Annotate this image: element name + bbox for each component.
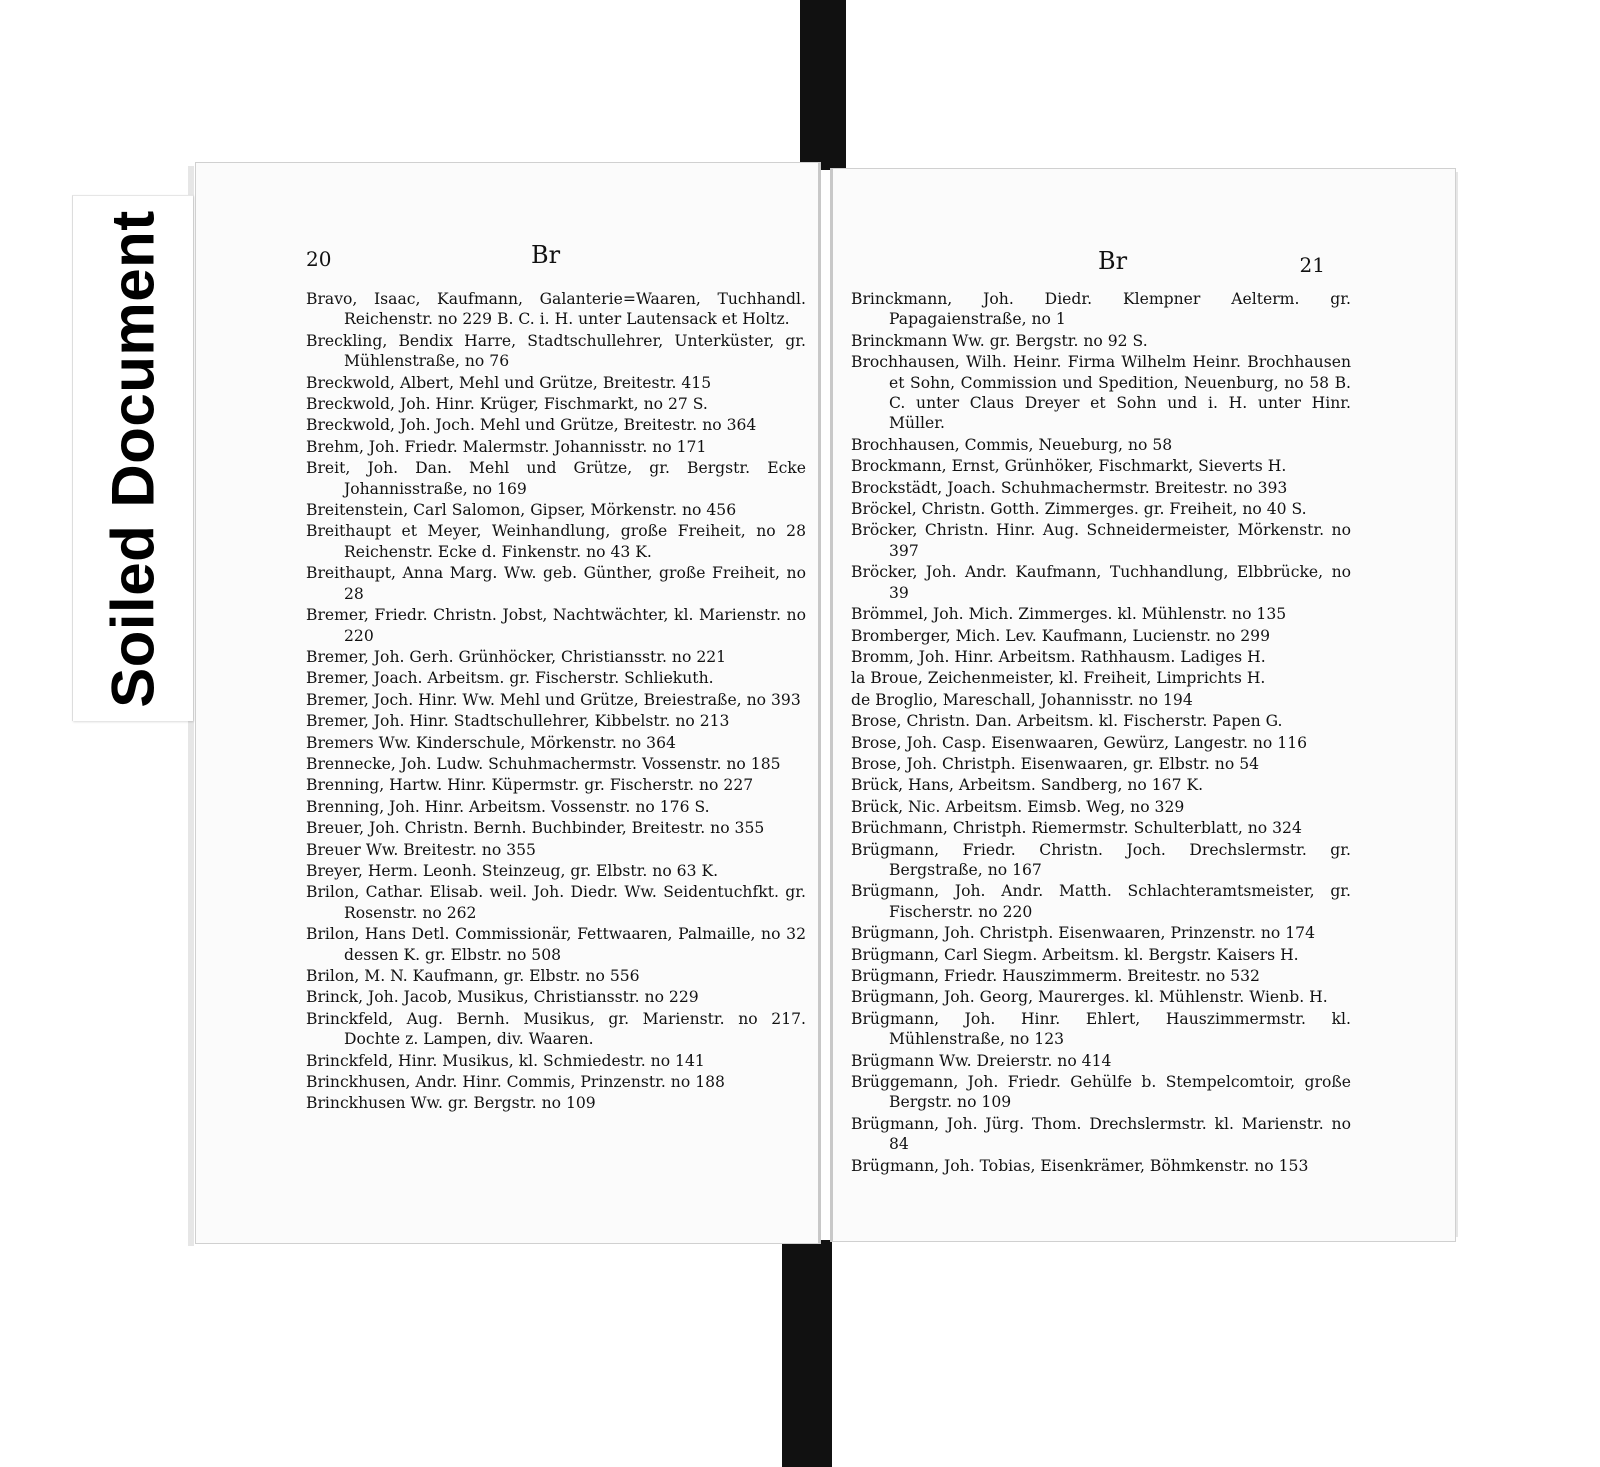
directory-entry: Bremer, Joh. Hinr. Stadtschullehrer, Kibbelstr. no 213 bbox=[306, 712, 730, 731]
right-page bbox=[830, 168, 1456, 1242]
directory-entry: Bröcker, Christn. Hinr. Aug. Schneidermeister, Mörkenstr. no 397 bbox=[851, 521, 1351, 560]
directory-entry: Bremer, Joh. Gerh. Grünhöcker, Christiansstr. no 221 bbox=[306, 647, 727, 666]
directory-entry: Brenning, Hartw. Hinr. Küpermstr. gr. Fischerstr. no 227 bbox=[306, 776, 754, 795]
directory-entry: Breckwold, Albert, Mehl und Grütze, Breitestr. 415 bbox=[306, 373, 712, 392]
directory-entry: Brück, Nic. Arbeitsm. Eimsb. Weg, no 329 bbox=[851, 797, 1185, 816]
directory-entry: Brose, Christn. Dan. Arbeitsm. kl. Fischerstr. Papen G. bbox=[851, 712, 1283, 731]
directory-entry: Bremer, Joach. Arbeitsm. gr. Fischerstr. Schliekuth. bbox=[306, 669, 714, 688]
directory-entry: Brügmann, Carl Siegm. Arbeitsm. kl. Bergstr. Kaisers H. bbox=[851, 945, 1299, 964]
directory-entry: Bromberger, Mich. Lev. Kaufmann, Lucienstr. no 299 bbox=[851, 626, 1271, 645]
right-page-letter-heading: Br bbox=[1098, 247, 1128, 275]
directory-entry: Brömmel, Joh. Mich. Zimmerges. kl. Mühlenstr. no 135 bbox=[851, 605, 1287, 624]
directory-entry: Brockstädt, Joach. Schuhmachermstr. Breitestr. no 393 bbox=[851, 478, 1288, 497]
left-page-header bbox=[196, 243, 818, 273]
directory-entry: Brinckhusen Ww. gr. Bergstr. no 109 bbox=[306, 1094, 596, 1113]
directory-entry: Brügmann, Joh. Andr. Matth. Schlachteramtsmeister, gr. Fischerstr. no 220 bbox=[851, 882, 1351, 921]
left-page-letter-heading: Br bbox=[531, 241, 561, 269]
directory-entry: Breuer Ww. Breitestr. no 355 bbox=[306, 840, 536, 859]
directory-entry: Brochhausen, Wilh. Heinr. Firma Wilhelm Heinr. Brochhausen et Sohn, Commission und Spedition, Neuenburg, no 58 B. C. unter Claus Dreyer et Sohn und i. H. unter Hinr. Müller. bbox=[851, 353, 1351, 433]
directory-entry: Brinckmann Ww. gr. Bergstr. no 92 S. bbox=[851, 331, 1148, 350]
directory-entry: Brinckmann, Joh. Diedr. Klempner Aelterm. gr. Papagaienstraße, no 1 bbox=[851, 290, 1351, 329]
soiled-document-label-text: Soiled Document bbox=[99, 209, 167, 708]
directory-entry: Bremers Ww. Kinderschule, Mörkenstr. no 364 bbox=[306, 733, 676, 752]
book-spine-top bbox=[800, 0, 846, 170]
directory-entry: Breithaupt, Anna Marg. Ww. geb. Günther, große Freiheit, no 28 bbox=[306, 564, 806, 603]
directory-entry: Brinckfeld, Hinr. Musikus, kl. Schmiedestr. no 141 bbox=[306, 1051, 705, 1070]
directory-entry: Bromm, Joh. Hinr. Arbeitsm. Rathhausm. Ladiges H. bbox=[851, 647, 1266, 666]
directory-entry: Brose, Joh. Casp. Eisenwaaren, Gewürz, Langestr. no 116 bbox=[851, 733, 1308, 752]
right-page-number: 21 bbox=[1299, 253, 1325, 277]
directory-entry: Brügmann, Joh. Christph. Eisenwaaren, Prinzenstr. no 174 bbox=[851, 924, 1316, 943]
directory-entry: Brinckfeld, Aug. Bernh. Musikus, gr. Marienstr. no 217. Dochte z. Lampen, div. Waaren. bbox=[306, 1009, 806, 1049]
directory-entry: Brinckhusen, Andr. Hinr. Commis, Prinzenstr. no 188 bbox=[306, 1073, 725, 1092]
directory-entry: Brügmann Ww. Dreierstr. no 414 bbox=[851, 1051, 1112, 1070]
directory-entry: Brüggemann, Joh. Friedr. Gehülfe b. Stempelcomtoir, große Bergstr. no 109 bbox=[851, 1073, 1351, 1112]
left-page-number: 20 bbox=[306, 247, 332, 271]
directory-entry: Brügmann, Joh. Tobias, Eisenkrämer, Böhmkenstr. no 153 bbox=[851, 1156, 1309, 1175]
directory-entry: Brochhausen, Commis, Neueburg, no 58 bbox=[851, 435, 1173, 454]
directory-entry: Breuer, Joh. Christn. Bernh. Buchbinder, Breitestr. no 355 bbox=[306, 819, 765, 838]
directory-entry: Brügmann, Joh. Hinr. Ehlert, Hauszimmermstr. kl. Mühlenstraße, no 123 bbox=[851, 1009, 1351, 1049]
directory-entry: Brilon, M. N. Kaufmann, gr. Elbstr. no 556 bbox=[306, 967, 640, 985]
book-spine-bottom bbox=[782, 1240, 832, 1467]
directory-entry: Brügmann, Joh. Jürg. Thom. Drechslermstr. kl. Marienstr. no 84 bbox=[851, 1114, 1351, 1154]
directory-entry: Brügmann, Joh. Georg, Maurerges. kl. Mühlenstr. Wienb. H. bbox=[851, 988, 1328, 1007]
directory-entry: Bröcker, Joh. Andr. Kaufmann, Tuchhandlung, Elbbrücke, no 39 bbox=[851, 563, 1351, 602]
left-page-entries bbox=[306, 289, 806, 1115]
directory-entry: Breyer, Herm. Leonh. Steinzeug, gr. Elbstr. no 63 K. bbox=[306, 861, 719, 880]
directory-entry: Breckwold, Joh. Joch. Mehl und Grütze, Breitestr. no 364 bbox=[306, 416, 757, 435]
directory-entry: Bröckel, Christn. Gotth. Zimmerges. gr. Freiheit, no 40 S. bbox=[851, 500, 1307, 519]
directory-entry: Brose, Joh. Christph. Eisenwaaren, gr. Elbstr. no 54 bbox=[851, 754, 1260, 773]
directory-entry: Breithaupt et Meyer, Weinhandlung, große Freiheit, no 28 Reichenstr. Ecke d. Finkenstr. no 43 K. bbox=[306, 522, 806, 561]
right-page-entries bbox=[851, 289, 1351, 1177]
directory-entry: Brügmann, Friedr. Christn. Joch. Drechslermstr. gr. Bergstraße, no 167 bbox=[851, 840, 1351, 879]
directory-entry: Brockmann, Ernst, Grünhöker, Fischmarkt, Sieverts H. bbox=[851, 457, 1287, 476]
directory-entry: Breckwold, Joh. Hinr. Krüger, Fischmarkt, no 27 S. bbox=[306, 395, 708, 414]
directory-entry: Brenning, Joh. Hinr. Arbeitsm. Vossenstr. no 176 S. bbox=[306, 797, 710, 816]
directory-entry: la Broue, Zeichenmeister, kl. Freiheit, Limprichts H. bbox=[851, 669, 1266, 688]
directory-entry: Bravo, Isaac, Kaufmann, Galanterie=Waaren, Tuchhandl. Reichenstr. no 229 B. C. i. H. unter Lautensack et Holtz. bbox=[306, 290, 806, 329]
left-page bbox=[195, 162, 821, 1244]
directory-entry: Brehm, Joh. Friedr. Malermstr. Johannisstr. no 171 bbox=[306, 437, 707, 456]
directory-entry: Brennecke, Joh. Ludw. Schuhmachermstr. Vossenstr. no 185 bbox=[306, 754, 781, 773]
directory-entry: Brinck, Joh. Jacob, Musikus, Christiansstr. no 229 bbox=[306, 988, 699, 1007]
directory-entry: Brilon, Cathar. Elisab. weil. Joh. Diedr. Ww. Seidentuchfkt. gr. Rosenstr. no 262 bbox=[306, 883, 806, 922]
directory-entry: de Broglio, Mareschall, Johannisstr. no 194 bbox=[851, 690, 1193, 709]
right-page-header bbox=[833, 249, 1455, 279]
directory-entry: Brück, Hans, Arbeitsm. Sandberg, no 167 K. bbox=[851, 776, 1204, 795]
directory-entry: Brüchmann, Christph. Riemermstr. Schulterblatt, no 324 bbox=[851, 819, 1302, 838]
directory-entry: Breitenstein, Carl Salomon, Gipser, Mörkenstr. no 456 bbox=[306, 501, 737, 520]
directory-entry: Brügmann, Friedr. Hauszimmerm. Breitestr. no 532 bbox=[851, 967, 1260, 985]
directory-entry: Bremer, Friedr. Christn. Jobst, Nachtwächter, kl. Marienstr. no 220 bbox=[306, 606, 806, 645]
soiled-document-label bbox=[72, 195, 193, 721]
directory-entry: Bremer, Joch. Hinr. Ww. Mehl und Grütze, Breiestraße, no 393 bbox=[306, 690, 801, 709]
directory-entry: Brilon, Hans Detl. Commissionär, Fettwaaren, Palmaille, no 32 dessen K. gr. Elbstr. no 508 bbox=[306, 925, 806, 964]
directory-entry: Breit, Joh. Dan. Mehl und Grütze, gr. Bergstr. Ecke Johannisstraße, no 169 bbox=[306, 459, 806, 498]
directory-entry: Breckling, Bendix Harre, Stadtschullehrer, Unterküster, gr. Mühlenstraße, no 76 bbox=[306, 331, 806, 371]
